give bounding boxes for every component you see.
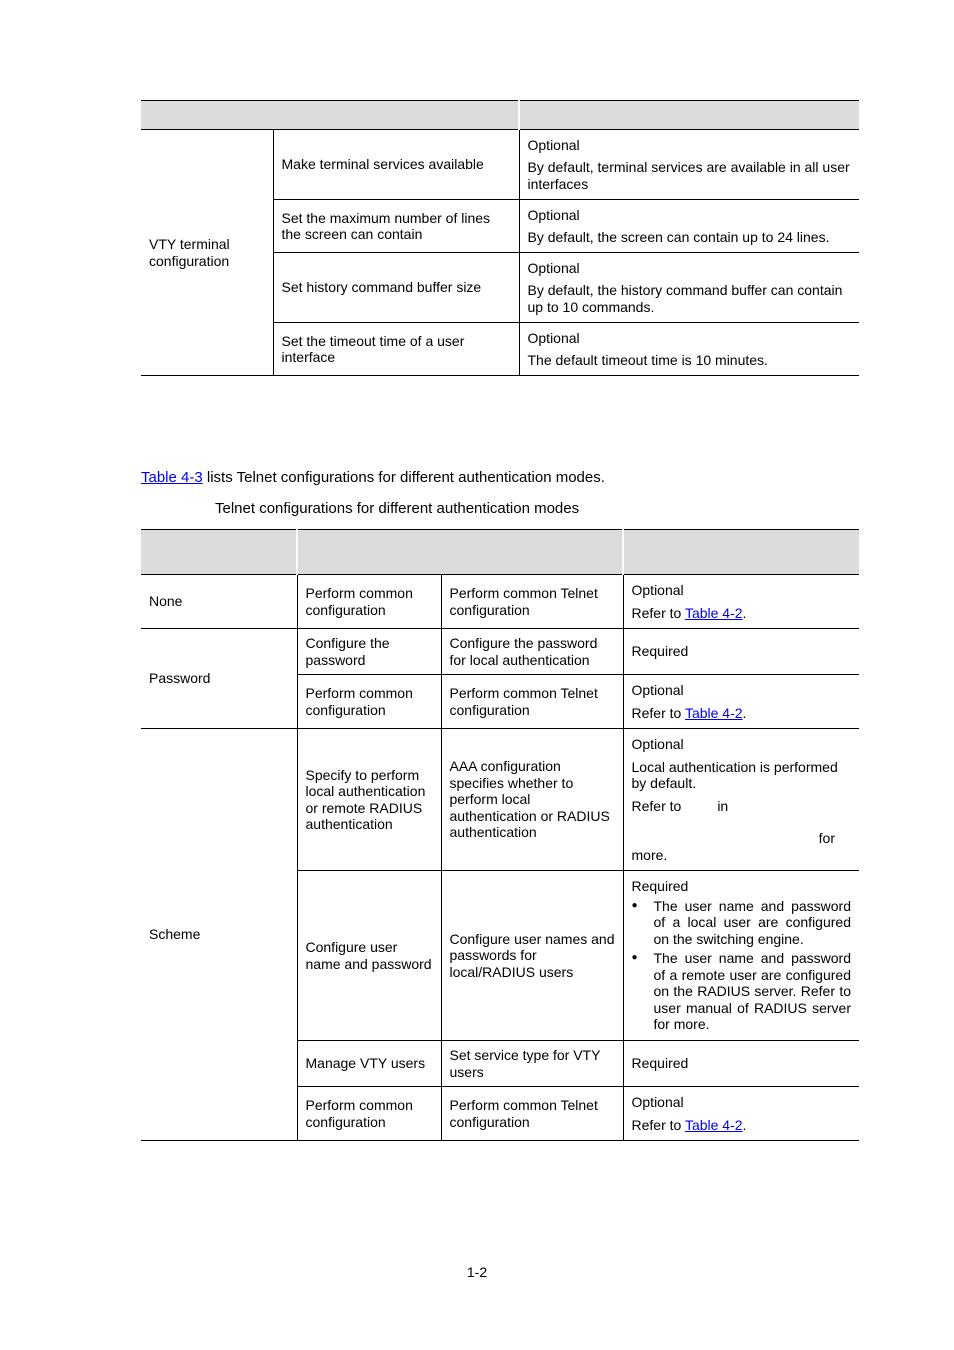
refer-prefix: Refer to <box>631 604 685 621</box>
remark-cell <box>519 130 859 200</box>
list-item: ● The user name and password of a remote user are configured on the RADIUS server. Refer to user manual of RADIUS server for more. <box>654 950 852 1033</box>
vty-config-table <box>141 100 859 376</box>
table-row <box>141 575 859 629</box>
note-text: more. <box>631 846 668 863</box>
task-cell: Configure the password <box>297 629 441 675</box>
vty-section-label: VTY terminal configuration <box>141 130 273 376</box>
header-cell <box>623 530 859 575</box>
refer-prefix: Refer to <box>631 704 685 721</box>
refer-prefix: Refer to <box>631 1116 685 1133</box>
remark-cell <box>623 675 859 729</box>
table-4-3-link[interactable]: Table 4-3 <box>141 469 203 486</box>
table-4-2-link[interactable]: Table 4-2 <box>684 1116 743 1133</box>
status-text: Optional <box>527 259 580 276</box>
desc-cell: Perform common Telnet configuration <box>441 1087 623 1141</box>
bullet-list <box>632 898 852 1033</box>
table-caption: Telnet configurations for different authentication modes <box>215 500 580 517</box>
remark-text: By default, the history command buffer can contain up to 10 commands. <box>527 282 843 315</box>
note-fragment: Refer to <box>631 797 682 814</box>
intro-text: lists Telnet configurations for different authentication modes. <box>202 469 605 486</box>
list-item: ● The user name and password of a local user are configured on the switching engine. <box>654 898 852 948</box>
page-number: 1-2 <box>466 1264 488 1280</box>
task-cell: Specify to perform local authentication or remote RADIUS authentication <box>297 729 441 871</box>
desc-cell: Configure the password for local authentication <box>441 629 623 675</box>
remark-cell <box>623 575 859 629</box>
header-cell <box>141 530 297 575</box>
remark-cell <box>623 1087 859 1141</box>
refer-text <box>632 705 852 722</box>
table-row <box>141 729 859 871</box>
refer-text <box>632 605 852 622</box>
status-text: Optional <box>631 682 684 698</box>
status-text: Optional <box>527 206 580 223</box>
desc-cell: Perform common Telnet configuration <box>441 675 623 729</box>
remark-cell: Required <box>623 629 859 675</box>
remark-text: By default, the screen can contain up to 24 lines. <box>527 229 830 245</box>
remark-cell <box>623 729 859 871</box>
header-cell <box>519 101 859 130</box>
table-4-2-link[interactable]: Table 4-2 <box>684 604 743 621</box>
status-text: Optional <box>631 582 684 598</box>
mode-cell: Password <box>141 629 297 729</box>
refer-suffix: . <box>742 1116 747 1133</box>
remark-cell <box>623 871 859 1041</box>
refer-text <box>632 1117 852 1134</box>
task-cell: Set the timeout time of a user interface <box>273 323 519 376</box>
desc-cell: Configure user names and passwords for local/RADIUS users <box>441 871 623 1041</box>
remark-cell <box>519 253 859 323</box>
table-4-2-link[interactable]: Table 4-2 <box>684 704 743 721</box>
mode-cell: Scheme <box>141 729 297 1141</box>
table-header-row <box>141 530 859 575</box>
task-cell: Perform common configuration <box>297 1087 441 1141</box>
status-text: Optional <box>527 136 580 153</box>
table-row <box>141 629 859 675</box>
note-fragment: in <box>717 797 729 814</box>
header-cell <box>297 530 623 575</box>
status-text: Required <box>631 878 689 895</box>
task-cell: Set history command buffer size <box>273 253 519 323</box>
status-text: Optional <box>631 1094 684 1110</box>
remark-cell <box>519 323 859 376</box>
desc-cell: Set service type for VTY users <box>441 1041 623 1087</box>
refer-suffix: . <box>742 604 747 621</box>
task-cell: Make terminal services available <box>273 130 519 200</box>
intro-paragraph <box>141 469 605 486</box>
desc-cell: AAA configuration specifies whether to perform local authentication or RADIUS authentication <box>441 729 623 871</box>
task-cell: Perform common configuration <box>297 575 441 629</box>
remark-text: The default timeout time is 10 minutes. <box>527 352 768 368</box>
remark-cell: Required <box>623 1041 859 1087</box>
note-text: for <box>818 830 835 846</box>
refer-suffix: . <box>742 704 747 721</box>
table-row <box>141 130 859 200</box>
status-text: Optional <box>631 736 684 752</box>
status-text: Optional <box>527 329 580 346</box>
task-cell: Set the maximum number of lines the screen can contain <box>273 200 519 253</box>
note-text: Local authentication is performed by default. <box>631 758 838 791</box>
remark-text: By default, terminal services are available in all user interfaces <box>527 159 850 192</box>
auth-mode-table <box>141 529 859 1141</box>
task-cell: Configure user name and password <box>297 871 441 1041</box>
table-header-row <box>141 101 859 130</box>
task-cell: Manage VTY users <box>297 1041 441 1087</box>
header-cell <box>141 101 519 130</box>
desc-cell: Perform common Telnet configuration <box>441 575 623 629</box>
task-cell: Perform common configuration <box>297 675 441 729</box>
remark-cell <box>519 200 859 253</box>
note-text <box>632 798 852 815</box>
mode-cell: None <box>141 575 297 629</box>
